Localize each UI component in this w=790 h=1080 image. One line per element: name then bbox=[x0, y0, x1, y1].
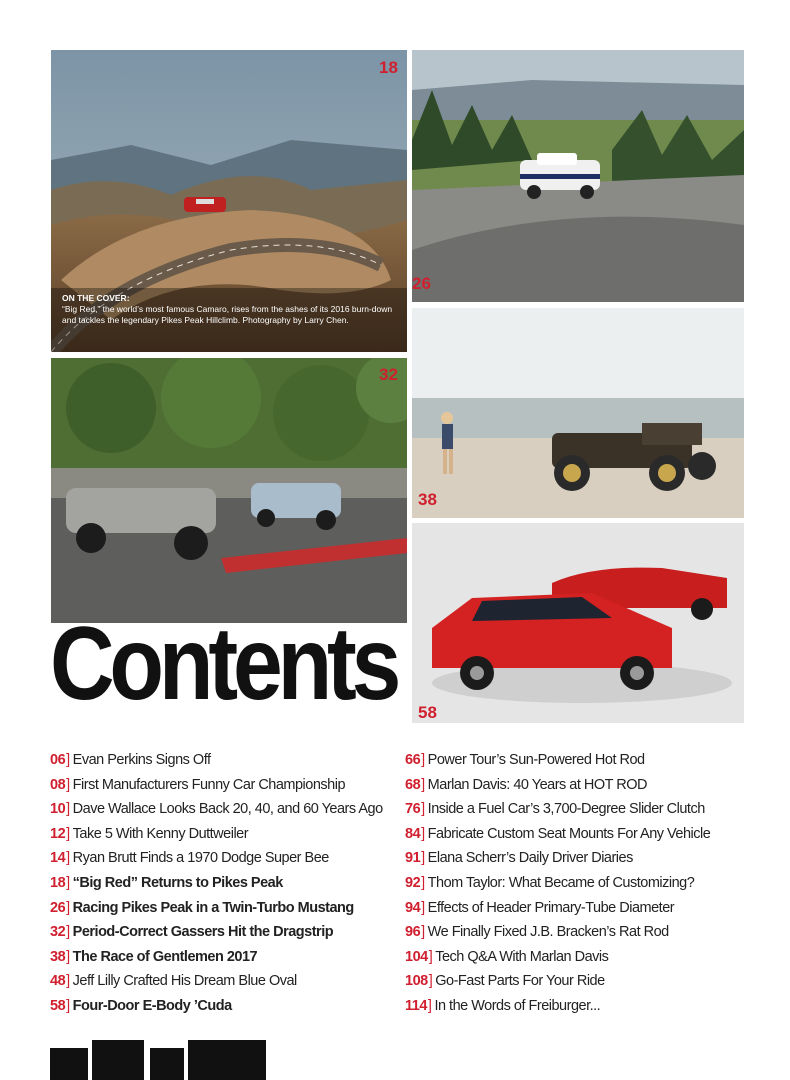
toc-bracket: ] bbox=[66, 997, 70, 1014]
toc-bracket: ] bbox=[421, 874, 425, 891]
page-number-26: 26 bbox=[412, 274, 431, 293]
toc-article-title: The Race of Gentlemen 2017 bbox=[72, 948, 258, 965]
toc-article-title: Go-Fast Parts For Your Ride bbox=[435, 973, 605, 990]
page-number-32: 32 bbox=[379, 365, 398, 384]
beach-image bbox=[412, 308, 744, 518]
page-number-18: 18 bbox=[379, 58, 398, 77]
toc-item[interactable] bbox=[50, 801, 395, 826]
toc-item[interactable] bbox=[50, 973, 395, 998]
toc-article-title: Fabricate Custom Seat Mounts For Any Vehicle bbox=[427, 825, 711, 842]
photo-four-door-cuda[interactable] bbox=[412, 523, 744, 723]
toc-bracket: ] bbox=[428, 973, 433, 990]
toc-item[interactable] bbox=[405, 998, 745, 1023]
toc-page-number: 12 bbox=[50, 825, 66, 842]
toc-bracket: ] bbox=[66, 924, 70, 941]
toc-left-column bbox=[50, 752, 395, 1023]
toc-bracket: ] bbox=[428, 948, 433, 965]
cover-caption-lead: ON THE COVER: bbox=[62, 293, 130, 303]
toc-page-number: 48 bbox=[50, 973, 66, 990]
toc-page-number: 10 bbox=[50, 801, 66, 818]
toc-right-column bbox=[405, 752, 745, 1023]
page-number-58: 58 bbox=[418, 703, 437, 722]
toc-article-title: “Big Red” Returns to Pikes Peak bbox=[72, 874, 283, 891]
toc-item[interactable] bbox=[405, 752, 745, 777]
dragstrip-image bbox=[51, 358, 407, 623]
toc-page-number: 26 bbox=[50, 899, 66, 916]
toc-item[interactable] bbox=[405, 826, 745, 851]
issue-numeral-graphic bbox=[50, 1040, 270, 1080]
toc-article-title: Thom Taylor: What Became of Customizing? bbox=[427, 874, 695, 891]
toc-item[interactable] bbox=[405, 850, 745, 875]
toc-page-number: 32 bbox=[50, 924, 66, 941]
toc-article-title: Elana Scherr’s Daily Driver Diaries bbox=[427, 850, 633, 867]
toc-item[interactable] bbox=[50, 752, 395, 777]
toc-item[interactable] bbox=[50, 826, 395, 851]
toc-article-title: Tech Q&A With Marlan Davis bbox=[435, 948, 609, 965]
toc-article-title: Four-Door E-Body ’Cuda bbox=[72, 997, 232, 1014]
toc-page-number: 91 bbox=[405, 850, 421, 867]
cover-caption-text: “Big Red,” the world’s most famous Camaro, rises from the ashes of its 2016 burn-down and tackles the legendary Pikes Peak Hillclimb. Photography by Larry Chen. bbox=[62, 304, 393, 325]
toc-bracket: ] bbox=[421, 899, 425, 916]
toc-bracket: ] bbox=[421, 924, 425, 941]
toc-item[interactable] bbox=[405, 875, 745, 900]
photo-race-of-gentlemen[interactable] bbox=[412, 308, 744, 518]
toc-article-title: Evan Perkins Signs Off bbox=[72, 752, 211, 768]
toc-item[interactable] bbox=[50, 924, 395, 949]
toc-page-number: 108 bbox=[405, 973, 428, 990]
toc-article-title: First Manufacturers Funny Car Championship bbox=[72, 776, 346, 793]
toc-page-number: 104 bbox=[405, 948, 428, 965]
photo-twin-turbo-mustang[interactable] bbox=[412, 50, 744, 302]
toc-article-title: We Finally Fixed J.B. Bracken’s Rat Rod bbox=[427, 924, 669, 941]
toc-bracket: ] bbox=[427, 997, 432, 1014]
toc-article-title: Power Tour’s Sun-Powered Hot Rod bbox=[427, 752, 645, 768]
toc-bracket: ] bbox=[66, 850, 70, 867]
red-camaro bbox=[184, 197, 226, 212]
toc-bracket: ] bbox=[66, 752, 70, 768]
toc-item[interactable] bbox=[50, 900, 395, 925]
toc-article-title: Inside a Fuel Car’s 3,700-Degree Slider Clutch bbox=[427, 801, 705, 818]
toc-page-number: 14 bbox=[50, 850, 66, 867]
toc-article-title: Ryan Brutt Finds a 1970 Dodge Super Bee bbox=[72, 850, 329, 867]
toc-article-title: Effects of Header Primary-Tube Diameter bbox=[427, 899, 675, 916]
toc-item[interactable] bbox=[405, 900, 745, 925]
toc-article-title: Jeff Lilly Crafted His Dream Blue Oval bbox=[72, 973, 297, 990]
toc-item[interactable] bbox=[405, 801, 745, 826]
cover-caption bbox=[62, 293, 402, 326]
toc-bracket: ] bbox=[421, 801, 425, 818]
toc-bracket: ] bbox=[421, 825, 425, 842]
toc-page-number: 18 bbox=[50, 874, 66, 891]
mustang-image bbox=[412, 50, 744, 302]
toc-page-number: 84 bbox=[405, 825, 421, 842]
toc-bracket: ] bbox=[66, 899, 70, 916]
toc-article-title: Period-Correct Gassers Hit the Dragstrip bbox=[72, 924, 334, 941]
toc-page-number: 94 bbox=[405, 899, 421, 916]
toc-article-title: Racing Pikes Peak in a Twin-Turbo Mustang bbox=[72, 899, 354, 916]
toc-page-number: 38 bbox=[50, 948, 66, 965]
toc-item[interactable] bbox=[50, 850, 395, 875]
toc-article-title: Dave Wallace Looks Back 20, 40, and 60 Years Ago bbox=[72, 801, 383, 818]
toc-page-number: 114 bbox=[405, 997, 427, 1014]
toc-page-number: 96 bbox=[405, 924, 421, 941]
toc-page-number: 58 bbox=[50, 997, 66, 1014]
toc-item[interactable] bbox=[405, 973, 745, 998]
cuda-image bbox=[412, 523, 744, 723]
toc-page-number: 68 bbox=[405, 776, 421, 793]
toc-article-title: Marlan Davis: 40 Years at HOT ROD bbox=[427, 776, 648, 793]
toc-page-number: 76 bbox=[405, 801, 421, 818]
toc-page-number: 66 bbox=[405, 752, 421, 768]
toc-page-number: 08 bbox=[50, 776, 66, 793]
page-title: Contents bbox=[50, 606, 397, 722]
toc-article-title: Take 5 With Kenny Duttweiler bbox=[72, 825, 249, 842]
photo-gassers-dragstrip[interactable] bbox=[51, 358, 407, 623]
toc-item[interactable] bbox=[50, 949, 395, 974]
toc-bracket: ] bbox=[421, 850, 425, 867]
toc-bracket: ] bbox=[66, 948, 70, 965]
toc-bracket: ] bbox=[66, 801, 70, 818]
toc-article-title: In the Words of Freiburger... bbox=[434, 997, 601, 1014]
toc-bracket: ] bbox=[421, 752, 425, 768]
toc-item[interactable] bbox=[50, 875, 395, 900]
toc-bracket: ] bbox=[66, 973, 70, 990]
page-number-38: 38 bbox=[418, 490, 437, 509]
toc-item[interactable] bbox=[405, 949, 745, 974]
toc-page-number: 06 bbox=[50, 752, 66, 768]
toc-item[interactable] bbox=[50, 777, 395, 802]
toc-item[interactable] bbox=[50, 998, 395, 1023]
toc-bracket: ] bbox=[421, 776, 425, 793]
toc-item[interactable] bbox=[405, 777, 745, 802]
toc-page-number: 92 bbox=[405, 874, 421, 891]
toc-bracket: ] bbox=[66, 776, 70, 793]
toc-item[interactable] bbox=[405, 924, 745, 949]
toc-bracket: ] bbox=[66, 874, 70, 891]
toc-bracket: ] bbox=[66, 825, 70, 842]
